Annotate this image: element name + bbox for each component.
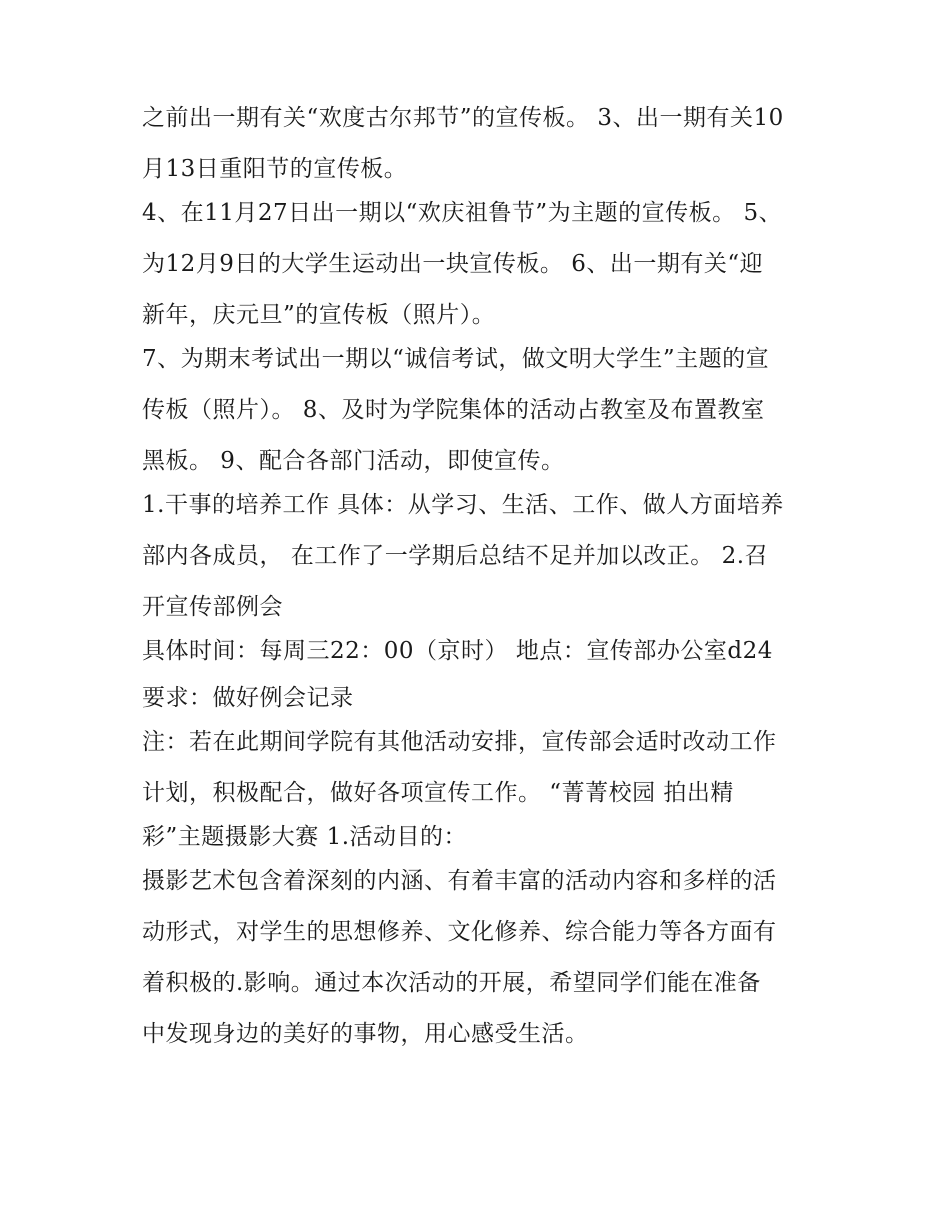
text-line: 中发现身边的美好的事物，用心感受生活。 [142,1021,589,1047]
text-line: 摄影艺术包含着深刻的内涵、有着丰富的活动内容和多样的活 [142,868,777,894]
text-line: 月13日重阳节的宣传板。 [142,156,408,182]
text-line: 传板（照片）。 8、及时为学院集体的活动占教室及布置教室 [142,397,765,423]
text-line: 具体时间：每周三22：00（京时） 地点：宣传部办公室d24 [142,638,773,664]
document-body [142,107,822,1067]
text-line: 部内各成员， 在工作了一学期后总结不足并加以改正。 2.召 [142,543,769,569]
text-line: 着积极的.影响。通过本次活动的开展，希望同学们能在准备 [142,970,761,996]
text-line: 之前出一期有关“欢度古尔邦节”的宣传板。 3、出一期有关10 [142,105,784,131]
text-line: 开宣传部例会 [142,594,283,620]
text-line: 7、为期末考试出一期以“诚信考试，做文明大学生”主题的宣 [142,346,770,372]
text-line: 彩”主题摄影大赛 1.活动目的： [142,824,468,850]
text-line: 为12月9日的大学生运动出一块宣传板。 6、出一期有关“迎 [142,251,764,277]
text-line: 注：若在此期间学院有其他活动安排，宣传部会适时改动工作 [142,729,777,755]
text-line: 1.干事的培养工作 具体：从学习、生活、工作、做人方面培养 [142,492,784,518]
text-line: 计划，积极配合，做好各项宣传工作。 “菁菁校园 拍出精 [142,780,734,806]
text-line: 4、在11月27日出一期以“欢庆祖鲁节”为主题的宣传板。 5、 [142,200,783,226]
text-line: 新年，庆元旦”的宣传板（照片）。 [142,302,496,328]
text-line: 要求：做好例会记录 [142,685,354,711]
text-line: 动形式，对学生的思想修养、文化修养、综合能力等各方面有 [142,919,777,945]
text-line: 黑板。 9、配合各部门活动，即使宣传。 [142,448,565,474]
